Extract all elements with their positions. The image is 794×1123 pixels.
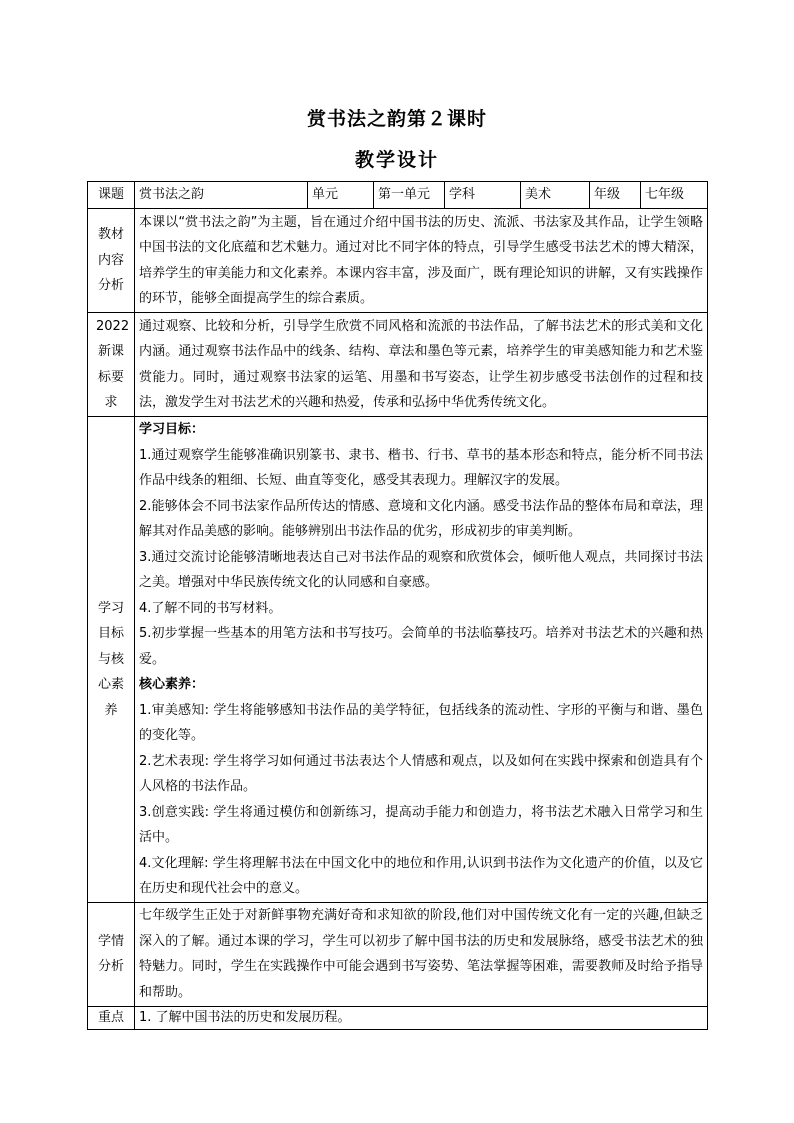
objective-item: 4.了解不同的书写材料。	[139, 600, 282, 616]
subject-label: 学科	[445, 182, 521, 209]
lesson-plan-table	[87, 181, 708, 1030]
unit-value: 第一单元	[374, 182, 445, 209]
literacy-heading: 核心素养：	[139, 677, 205, 692]
literacy-item: 4.文化理解: 学生将理解书法在中国文化中的地位和作用,认识到书法作为文化遗产的价值，以及它在历史和现代社会中的意义。	[139, 855, 703, 896]
key-points-label: 重点	[88, 1006, 135, 1029]
standard-label: 新课标要求	[97, 344, 124, 410]
grade-label: 年级	[590, 182, 641, 209]
objective-item: 1.通过观察学生能够准确识别篆书、隶书、楷书、行书、草书的基本形态和特点，能分析不同书法作品中线条的粗细、长短、曲直等变化，感受其表现力。理解汉字的发展。	[139, 447, 703, 488]
document-title: 赏书法之韵第２课时	[306, 108, 487, 130]
literacy-item: 2.艺术表现: 学生将学习如何通过书法表达个人情感和观点，以及如何在实践中探索和创造具有个人风格的书法作品。	[139, 753, 703, 794]
standard-text: 通过观察、比较和分析，引导学生欣赏不同风格和流派的书法作品，了解书法艺术的形式美和文化内涵。通过观察书法作品中的线条、结构、章法和墨色等元素，培养学生的审美感知能力和艺术鉴赏能力。同时，通过观察书法家的运笔、用墨和书写姿态，让学生初步感受书法创作的过程和技法，激发学生对书法艺术的兴趣和热爱，传承和弘扬中华优秀传统文化。	[135, 313, 708, 417]
header-row	[88, 182, 708, 209]
students-label: 学情分析	[97, 933, 124, 974]
subject-value: 美术	[521, 182, 590, 209]
objective-item: 3.通过交流讨论能够清晰地表达自己对书法作品的观察和欣赏体会，倾听他人观点，共同探讨书法之美。增强对中华民族传统文化的认同感和自豪感。	[139, 549, 703, 590]
goals-row	[88, 417, 708, 903]
goals-label: 学习目标与核心素养	[97, 600, 124, 718]
course-value: 赏书法之韵	[135, 182, 308, 209]
analysis-row	[88, 209, 708, 313]
goals-content	[135, 417, 708, 903]
objectives-heading: 学习目标：	[139, 422, 205, 437]
document-subtitle: 教学设计	[354, 149, 439, 171]
students-text: 七年级学生正处于对新鲜事物充满好奇和求知欲的阶段,他们对中国传统文化有一定的兴趣,但缺乏深入的了解。通过本课的学习，学生可以初步了解中国书法的历史和发展脉络，感受书法艺术的独特魅力。同时，学生在实践操作中可能会遇到书写姿势、笔法掌握等困难，需要教师及时给予指导和帮助。	[135, 902, 708, 1006]
literacy-item: 3.创意实践: 学生将通过模仿和创新练习，提高动手能力和创造力，将书法艺术融入日常学习和生活中。	[139, 804, 703, 845]
standard-label-year: 2022	[96, 318, 130, 334]
key-points-text: 1. 了解中国书法的历史和发展历程。	[135, 1006, 708, 1029]
course-label: 课题	[88, 182, 135, 209]
objective-item: 5.初步掌握一些基本的用笔方法和书写技巧。会简单的书法临摹技巧。培养对书法艺术的兴趣和热爱。	[139, 626, 703, 667]
key-points-row	[88, 1006, 708, 1029]
standard-row	[88, 313, 708, 417]
analysis-label: 教材内容分析	[97, 227, 124, 294]
students-row	[88, 902, 708, 1006]
literacy-item: 1.审美感知: 学生将能够感知书法作品的美学特征，包括线条的流动性、字形的平衡与和谐、墨色的变化等。	[139, 702, 703, 743]
unit-label: 单元	[308, 182, 374, 209]
grade-value: 七年级	[641, 182, 708, 209]
analysis-text: 本课以“赏书法之韵”为主题，旨在通过介绍中国书法的历史、流派、书法家及其作品，让学生领略中国书法的文化底蕴和艺术魅力。通过对比不同字体的特点，引导学生感受书法艺术的博大精深，培养学生的审美能力和文化素养。本课内容丰富，涉及面广，既有理论知识的讲解，又有实践操作的环节，能够全面提高学生的综合素质。	[135, 209, 708, 313]
objective-item: 2.能够体会不同书法家作品所传达的情感、意境和文化内涵。感受书法作品的整体布局和章法，理解其对作品美感的影响。能够辨别出书法作品的优劣，形成初步的审美判断。	[139, 498, 703, 539]
